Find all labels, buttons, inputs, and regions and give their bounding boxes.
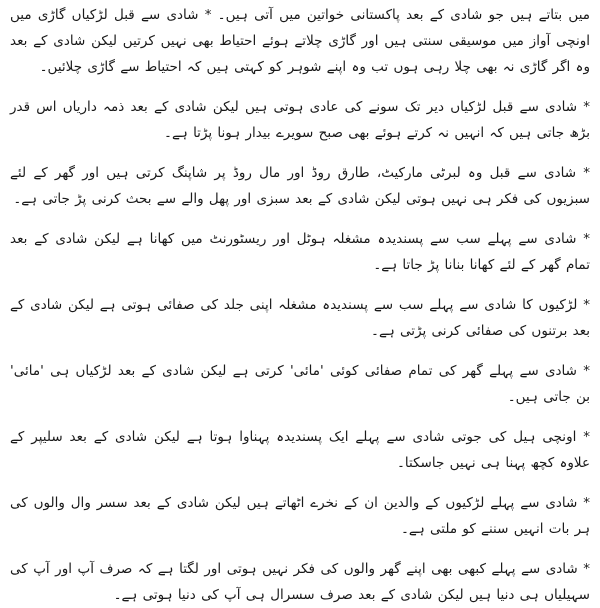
article-paragraph-dining: * شادی سے پہلے سب سے پسندیدہ مشغلہ ہوٹل اور ریسٹورنٹ میں کھانا ہے لیکن شادی کے بعد تمام گھر کے لئے کھانا بنانا پڑ جاتا ہے۔ xyxy=(10,231,590,273)
article-paragraph-intro: میں بتاتے ہیں جو شادی کے بعد پاکستانی خواتین میں آتی ہیں۔ * شادی سے قبل لڑکیاں گاڑی میں اونچی آواز میں موسیقی سنتی ہیں اور گاڑی چلاتے ہوئے احتیاط بھی نہیں کرتیں لیکن شادی کے بعد وہ اگر گاڑی نہ بھی چلا رہی ہوں تب وہ اپنے شوہر کو کہتی ہیں کہ احتیاط سے گاڑی چلائیں۔ xyxy=(10,7,590,75)
article-paragraph-house-cleaning: * شادی سے پہلے گھر کی تمام صفائی کوئی 'مائی' کرتی ہے لیکن شادی کے بعد لڑکیاں ہی 'مائی' بن جاتی ہیں۔ xyxy=(10,363,590,405)
article-paragraph-high-heels: * اونچی ہیل کی جوتی شادی سے پہلے ایک پسندیدہ پہناوا ہوتا ہے لیکن شادی کے بعد سلیپر کے علاوہ کچھ پہنا ہی نہیں جاسکتا۔ xyxy=(10,429,590,471)
article-paragraph-shopping: * شادی سے قبل وہ لبرٹی مارکیٹ، طارق روڈ اور مال روڈ پر شاپنگ کرتی ہیں اور گھر کے لئے سبزیوں کی فکر ہی نہیں ہوتی لیکن شادی کے بعد سبزی اور پھل والے سے بحث کرنی پڑ جاتی ہے۔ xyxy=(10,165,590,207)
article-paragraph-world: * شادی سے پہلے کبھی بھی اپنے گھر والوں کی فکر نہیں ہوتی اور لگتا ہے کہ صرف آپ اور آپ کی سہیلیاں ہی دنیا ہیں لیکن شادی کے بعد صرف سسرال ہی آپ کی دنیا ہوتی ہے۔ xyxy=(10,561,590,603)
article-paragraph-skin-care: * لڑکیوں کا شادی سے پہلے سب سے پسندیدہ مشغلہ اپنی جلد کی صفائی ہوتی ہے لیکن شادی کے بعد برتنوں کی صفائی کرنی پڑتی ہے۔ xyxy=(10,297,590,339)
article-paragraph-sleep: * شادی سے قبل لڑکیاں دیر تک سونے کی عادی ہوتی ہیں لیکن شادی کے بعد ذمہ داریاں اس قدر بڑھ جاتی ہیں کہ انہیں نہ کرتے ہوئے بھی صبح سویرے بیدار ہونا پڑتا ہے۔ xyxy=(10,99,590,141)
article-paragraph-in-laws: * شادی سے پہلے لڑکیوں کے والدین ان کے نخرے اٹھاتے ہیں لیکن شادی کے بعد سسر وال والوں کی ہر بات انہیں سننے کو ملتی ہے۔ xyxy=(10,495,590,537)
